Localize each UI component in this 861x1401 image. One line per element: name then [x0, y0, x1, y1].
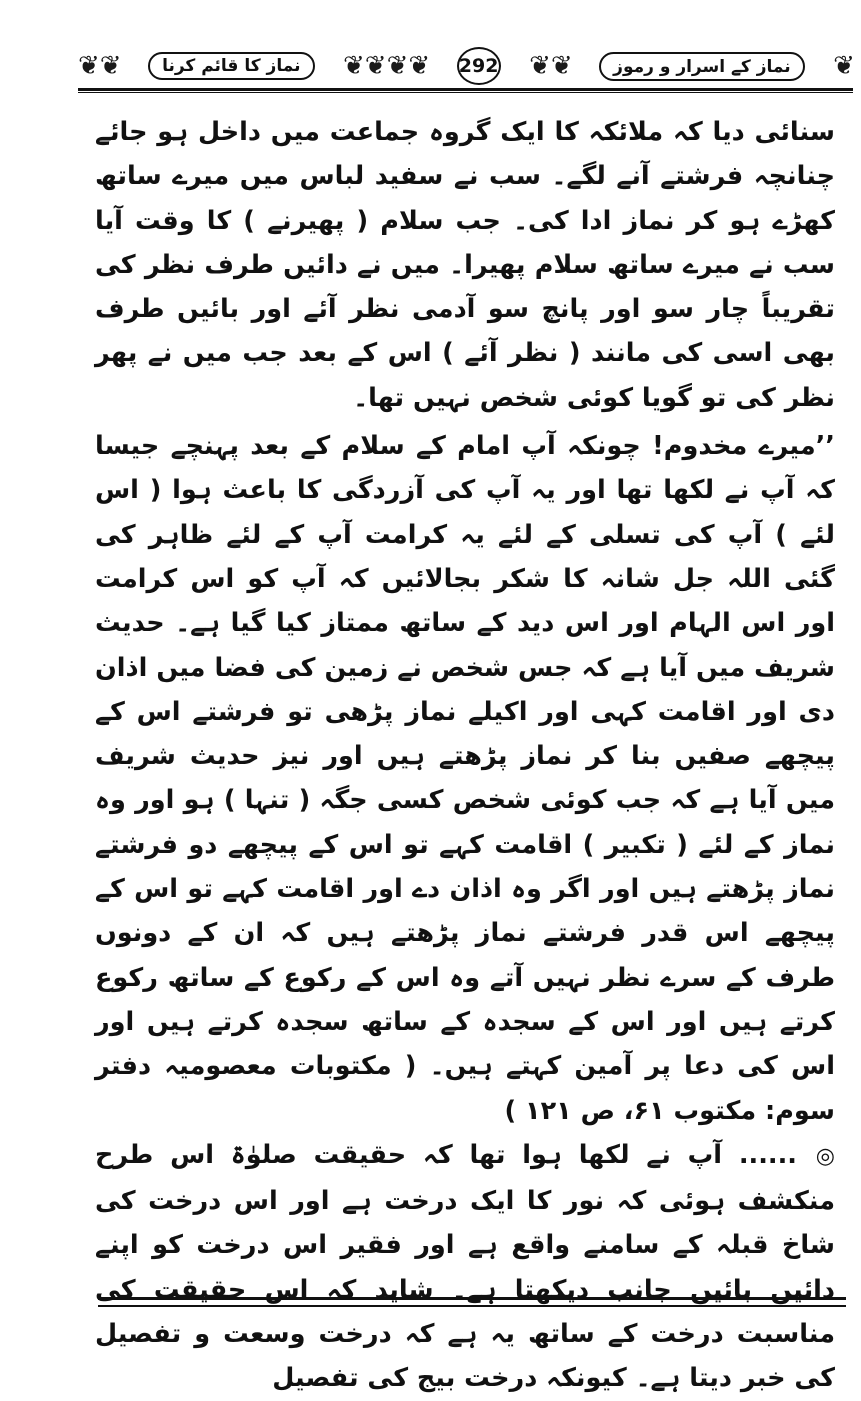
header-ornaments-right — [833, 53, 853, 79]
page-number: 292 — [457, 47, 501, 85]
header-band — [78, 44, 853, 91]
paragraph-2 — [95, 424, 835, 1133]
header-ornaments-left — [78, 53, 120, 79]
floral-ornament-icon: ❦ — [99, 51, 120, 81]
footer-divider-thick — [98, 1297, 846, 1300]
floral-ornament-icon: ❦ — [529, 51, 549, 81]
floral-ornament-icon: ❦ — [364, 51, 385, 81]
book-title: نماز کے اسرار و رموز — [599, 52, 805, 81]
floral-ornament-icon: ❦ — [408, 51, 429, 81]
citation: ( مکتوبات معصومیہ دفتر سوم: مکتوب ۶۱، ص ۱۲۱ ) — [95, 1051, 835, 1126]
paragraph-3-text: ...... آپ نے لکھا ہوا تھا کہ حقیقت صلوٰۃ اس طرح منکشف ہوئی کہ نور کا ایک درخت ہے اور اس درخت کی شاخ قبلہ کے سامنے واقع ہے اور فقیر اس درخت کو اپنے دائیں بائیں جانب دیکھتا ہے۔ شاید کہ اس حقیقت کی مناسبت درخت کے ساتھ یہ ہے کہ درخت وسعت و تفصیل کی خبر دیتا ہے۔ کیونکہ درخت بیج کی تفصیل — [95, 1139, 835, 1394]
header-divider — [78, 92, 853, 93]
chapter-title: نماز کا قائم کرنا — [148, 52, 314, 80]
paragraph-3 — [95, 1133, 835, 1401]
floral-ornament-icon: ❦ — [342, 51, 363, 81]
header-ornaments-middle-left — [343, 53, 428, 79]
floral-ornament-icon: ❦ — [833, 51, 853, 81]
bullet-icon: ◎ — [815, 1143, 835, 1169]
page-body — [95, 110, 835, 1401]
footer-divider-thin — [98, 1305, 846, 1307]
floral-ornament-icon: ❦ — [386, 51, 407, 81]
paragraph-1: سنائی دیا کہ ملائکہ کا ایک گروہ جماعت میں داخل ہو جائے چنانچہ فرشتے آنے لگے۔ سب نے سفید لباس میں میرے ساتھ کھڑے ہو کر نماز ادا کی۔ جب سلام ( پھیرنے ) کا وقت آیا سب نے میرے ساتھ سلام پھیرا۔ میں نے دائیں طرف نظر کی تقریباً چار سو اور پانچ سو آدمی نظر آئے اور بائیں طرف بھی اسی کی مانند ( نظر آئے ) اس کے بعد جب میں نے پھر نظر کی تو گویا کوئی شخص نہیں تھا۔ — [95, 117, 835, 413]
floral-ornament-icon: ❦ — [550, 51, 571, 81]
floral-ornament-icon: ❦ — [78, 51, 98, 81]
page-header — [78, 40, 853, 96]
header-ornaments-middle-right — [529, 53, 571, 79]
paragraph-2-text: ’’میرے مخدوم! چونکہ آپ امام کے سلام کے بعد پہنچے جیسا کہ آپ نے لکھا تھا اور یہ آپ کی آزردگی کا باعث ہوا ( اس لئے ) آپ کی تسلی کے لئے یہ کرامت آپ کے لئے ظاہر کی گئی اللہ جل شانہ کا شکر بجالائیں کہ آپ کو اس کرامت اور اس الہام اور اس دید کے ساتھ ممتاز کیا گیا ہے۔ حدیث شریف میں آیا ہے کہ جس شخص نے زمین کی فضا میں اذان دی اور اقامت کہی اور اکیلے نماز پڑھی تو فرشتے اس کے پیچھے صفیں بنا کر نماز پڑھتے ہیں اور نیز حدیث شریف میں آیا ہے کہ جب کوئی شخص کسی جگہ ( تنہا ) ہو اور وہ نماز کے لئے ( تکبیر ) اقامت کہے تو اس کے پیچھے دو فرشتے نماز پڑھتے ہیں اور اگر وہ اذان دے اور اقامت کہے تو اس کے پیچھے اس قدر فرشتے نماز پڑھتے ہیں کہ ان کے دونوں طرف کے سرے نظر نہیں آتے وہ اس کے رکوع کے ساتھ رکوع کرتے ہیں اور اس کے سجدہ کے ساتھ سجدہ کرتے ہیں اور اس کی دعا پر آمین کہتے ہیں۔ — [95, 431, 835, 1082]
